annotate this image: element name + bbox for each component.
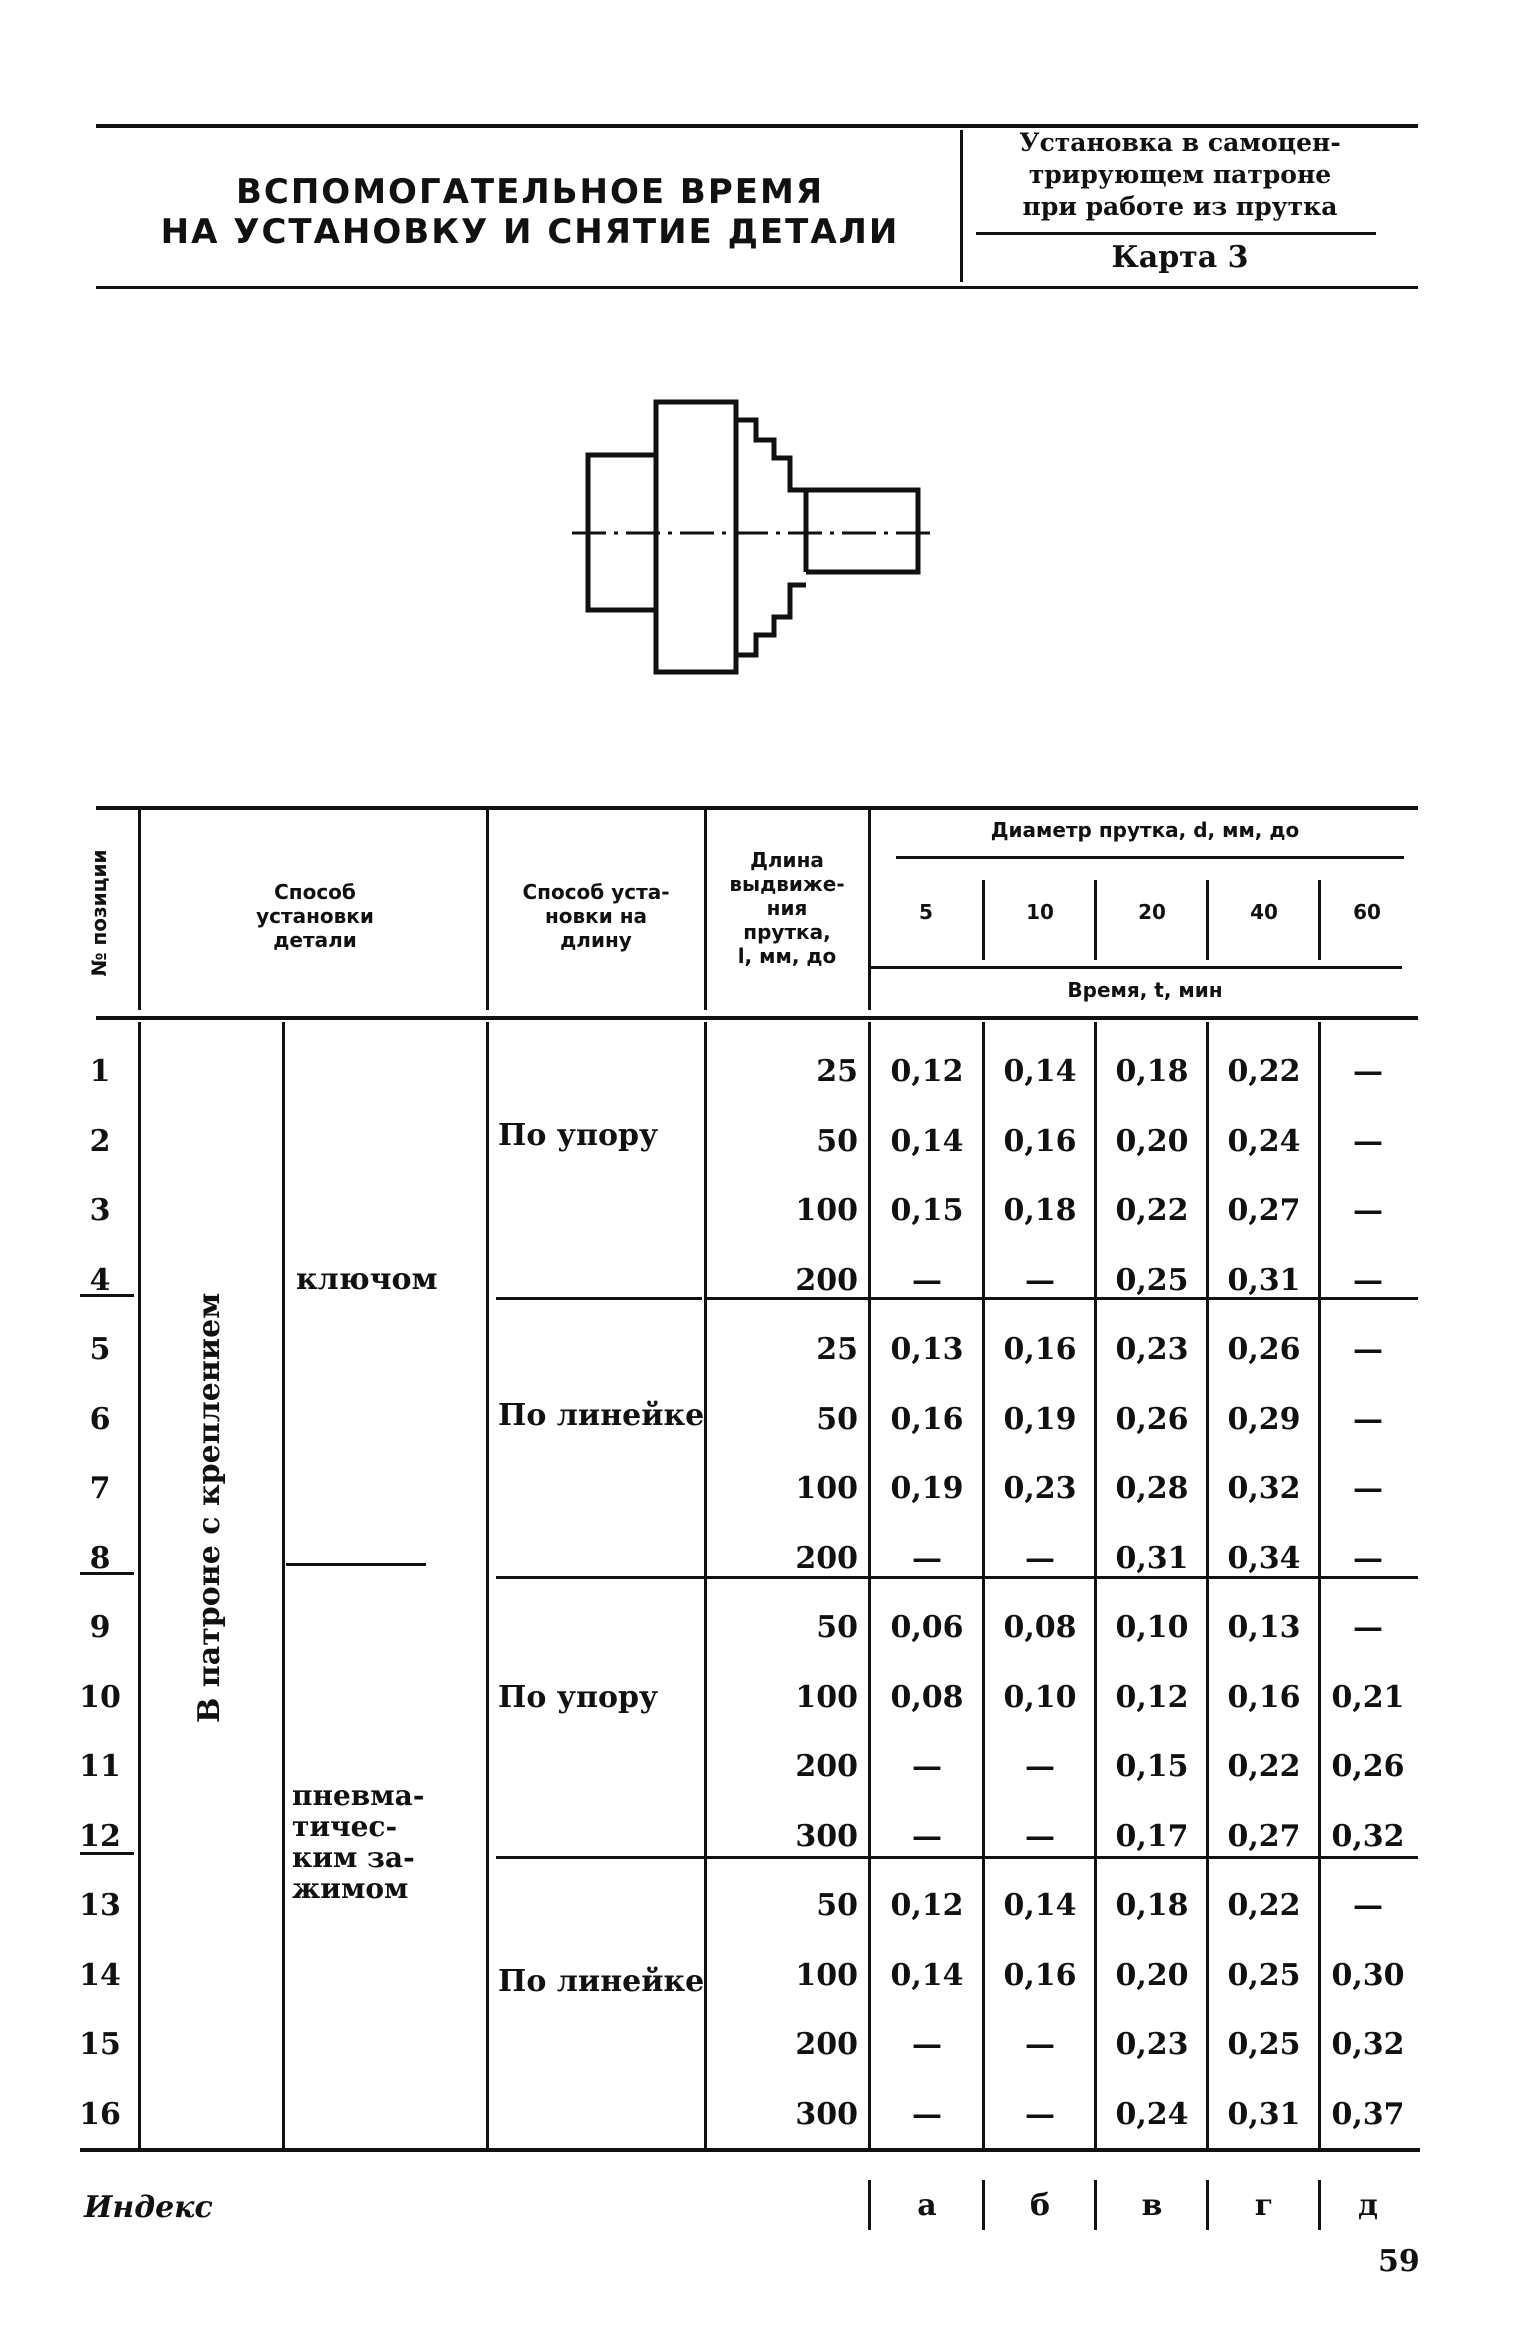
time-cell: — xyxy=(1353,1054,1383,1089)
row-position: 4 xyxy=(89,1262,111,1298)
body-divider-pos xyxy=(138,1022,141,2148)
time-cell: 0,10 xyxy=(1115,1610,1189,1645)
method-header-l2: установки xyxy=(256,904,374,928)
time-cell: 0,08 xyxy=(890,1679,964,1715)
table-top-rule xyxy=(96,806,1418,810)
row-position: 7 xyxy=(89,1471,111,1506)
time-cell: 0,31 xyxy=(1115,1540,1189,1576)
body-divider-col-2 xyxy=(1206,1022,1209,2148)
time-cell: 0,14 xyxy=(890,1123,964,1159)
time-cell: 0,31 xyxy=(1227,2096,1301,2132)
row-position: 6 xyxy=(89,1401,111,1437)
time-cell: 0,27 xyxy=(1227,1193,1301,1228)
time-cell: 0,16 xyxy=(1227,1679,1301,1715)
length-method-header-l1: Способ уста- xyxy=(522,880,670,904)
method-main-label: В патроне с креплением xyxy=(192,1292,227,1723)
row-length: 25 xyxy=(816,1054,858,1089)
time-cell: 0,32 xyxy=(1331,2027,1405,2062)
time-cell: 0,20 xyxy=(1115,1123,1189,1159)
time-cell: — xyxy=(1025,2027,1055,2062)
row-position: 9 xyxy=(89,1610,111,1645)
group-rule-1 xyxy=(496,1297,702,1300)
length-ruler-label-2: По линейке xyxy=(498,1964,705,1999)
diameter-40: 40 xyxy=(1250,900,1278,924)
index-divider xyxy=(1206,2180,1209,2230)
row-length: 200 xyxy=(795,2027,858,2062)
time-cell: — xyxy=(912,1818,942,1854)
time-cell: 0,17 xyxy=(1115,1818,1189,1854)
time-cell: 0,28 xyxy=(1115,1471,1189,1506)
time-cell: 0,18 xyxy=(1115,1054,1189,1089)
body-divider-col-0 xyxy=(982,1022,985,2148)
index-cell: г xyxy=(1254,2188,1274,2223)
time-cell: 0,29 xyxy=(1227,1401,1301,1437)
time-cell: — xyxy=(1353,1471,1383,1506)
time-cell: 0,14 xyxy=(1003,1888,1077,1923)
row-length: 50 xyxy=(816,1401,858,1437)
time-cell: 0,23 xyxy=(1115,2027,1189,2062)
length-stop-label-2: По упору xyxy=(498,1680,659,1715)
time-cell: 0,24 xyxy=(1227,1123,1301,1159)
page-title-line2: НА УСТАНОВКУ И СНЯТИЕ ДЕТАЛИ xyxy=(160,212,900,252)
extension-header-l1: Длина xyxy=(750,848,824,872)
diameter-rule xyxy=(896,856,1404,859)
index-divider xyxy=(868,2180,871,2230)
hdr-divider-8 xyxy=(1318,880,1321,960)
body-divider-length-method xyxy=(486,1022,489,2148)
time-cell: 0,15 xyxy=(890,1193,964,1228)
time-cell: 0,19 xyxy=(890,1471,964,1506)
extension-header-l4: прутка, xyxy=(743,920,831,944)
time-cell: 0,30 xyxy=(1331,1957,1405,1993)
time-cell: 0,25 xyxy=(1227,1957,1301,1993)
header-divider xyxy=(960,130,963,282)
hdr-divider-1 xyxy=(138,810,141,1010)
time-cell: 0,15 xyxy=(1115,1749,1189,1784)
card-number: Карта 3 xyxy=(1111,240,1249,275)
row-position: 3 xyxy=(89,1193,111,1228)
column-extension-header xyxy=(708,848,866,968)
row-length: 300 xyxy=(795,2096,858,2132)
row-position: 5 xyxy=(89,1332,111,1367)
time-cell: 0,24 xyxy=(1115,2096,1189,2132)
time-cell: 0,20 xyxy=(1115,1957,1189,1993)
column-method-header xyxy=(150,880,480,952)
index-cell: в xyxy=(1141,2188,1163,2223)
time-cell: 0,22 xyxy=(1227,1888,1301,1923)
row-length: 100 xyxy=(795,1193,858,1228)
row-length: 200 xyxy=(795,1540,858,1576)
time-cell: 0,19 xyxy=(1003,1401,1077,1437)
length-ruler-label-1: По линейке xyxy=(498,1398,705,1433)
row-position: 16 xyxy=(79,2096,121,2132)
row-position: 11 xyxy=(79,1749,121,1784)
time-cell: — xyxy=(1025,1818,1055,1854)
body-divider-extension xyxy=(704,1022,707,2148)
time-cell: — xyxy=(1353,1401,1383,1437)
time-header: Время, t, мин xyxy=(1067,978,1223,1002)
time-cell: — xyxy=(1353,1332,1383,1367)
time-cell: 0,22 xyxy=(1227,1054,1301,1089)
row-length: 25 xyxy=(816,1332,858,1367)
time-cell: 0,26 xyxy=(1331,1749,1405,1784)
hdr-divider-2 xyxy=(486,810,489,1010)
time-cell: 0,26 xyxy=(1115,1401,1189,1437)
time-cell: 0,27 xyxy=(1227,1818,1301,1854)
time-cell: — xyxy=(1353,1888,1383,1923)
time-cell: 0,23 xyxy=(1003,1471,1077,1506)
time-rule xyxy=(870,966,1402,969)
row-position: 13 xyxy=(79,1888,121,1923)
diameter-5: 5 xyxy=(919,900,933,924)
method-split-rule xyxy=(286,1563,426,1566)
body-divider-col-a xyxy=(868,1022,871,2148)
column-position-header: № позиции xyxy=(87,849,111,977)
length-method-header-l2: новки на xyxy=(544,904,648,928)
pneumatic-l1: пневма- xyxy=(292,1779,425,1812)
time-cell: 0,18 xyxy=(1003,1193,1077,1228)
method-pneumatic-label xyxy=(292,1780,424,1904)
diameter-header: Диаметр прутка, d, мм, до xyxy=(990,818,1300,842)
hdr-divider-6 xyxy=(1094,880,1097,960)
time-cell: — xyxy=(1025,2096,1055,2132)
extension-header-l2: выдвиже- xyxy=(729,872,845,896)
time-cell: 0,25 xyxy=(1115,1262,1189,1298)
page-number: 59 xyxy=(1378,2244,1420,2279)
extension-header-l3: ния xyxy=(766,896,808,920)
row-position: 12 xyxy=(79,1818,121,1854)
row-length: 100 xyxy=(795,1679,858,1715)
time-cell: 0,12 xyxy=(1115,1679,1189,1715)
hdr-divider-5 xyxy=(982,880,985,960)
time-cell: 0,18 xyxy=(1115,1888,1189,1923)
time-cell: 0,16 xyxy=(1003,1123,1077,1159)
body-divider-col-3 xyxy=(1318,1022,1321,2148)
index-divider xyxy=(1318,2180,1321,2230)
row-length: 50 xyxy=(816,1123,858,1159)
time-cell: 0,25 xyxy=(1227,2027,1301,2062)
time-cell: 0,12 xyxy=(890,1888,964,1923)
time-cell: — xyxy=(1353,1123,1383,1159)
time-cell: 0,06 xyxy=(890,1610,964,1645)
body-divider-method xyxy=(282,1022,285,2148)
index-divider xyxy=(1094,2180,1097,2230)
index-cell: а xyxy=(917,2188,937,2223)
header-bottom-rule xyxy=(96,286,1418,289)
time-cell: 0,32 xyxy=(1331,1818,1405,1854)
time-cell: 0,23 xyxy=(1115,1332,1189,1367)
row-length: 200 xyxy=(795,1749,858,1784)
index-cell: б xyxy=(1029,2188,1050,2223)
diameter-20: 20 xyxy=(1138,900,1166,924)
diameter-10: 10 xyxy=(1026,900,1054,924)
method-key-label: ключом xyxy=(296,1262,438,1297)
time-cell: — xyxy=(912,2027,942,2062)
time-cell: 0,10 xyxy=(1003,1679,1077,1715)
time-cell: — xyxy=(912,1540,942,1576)
table-header-bottom-rule xyxy=(96,1016,1418,1020)
pneumatic-l3: ким за- xyxy=(292,1841,415,1874)
time-cell: — xyxy=(912,1749,942,1784)
time-cell: 0,14 xyxy=(890,1957,964,1993)
row-length: 50 xyxy=(816,1888,858,1923)
hdr-divider-4 xyxy=(868,810,871,1010)
row-length: 200 xyxy=(795,1262,858,1298)
time-cell: 0,22 xyxy=(1227,1749,1301,1784)
time-cell: 0,21 xyxy=(1331,1679,1405,1715)
index-cell: д xyxy=(1358,2188,1378,2223)
time-cell: 0,34 xyxy=(1227,1540,1301,1576)
method-header-l1: Способ xyxy=(274,880,356,904)
page-title-line1: ВСПОМОГАТЕЛЬНОЕ ВРЕМЯ xyxy=(235,172,824,212)
time-cell: — xyxy=(1353,1610,1383,1645)
table-bottom-rule xyxy=(80,2148,1420,2152)
time-cell: 0,31 xyxy=(1227,1262,1301,1298)
subtitle-line3: при работе из прутка xyxy=(1022,192,1338,221)
time-cell: — xyxy=(1025,1262,1055,1298)
subtitle-line2: трирующем патроне xyxy=(1028,160,1332,189)
row-position: 1 xyxy=(89,1054,111,1089)
chuck-drawing xyxy=(560,390,940,680)
time-cell: 0,32 xyxy=(1227,1471,1301,1506)
time-cell: 0,13 xyxy=(1227,1610,1301,1645)
time-cell: — xyxy=(1025,1540,1055,1576)
time-cell: — xyxy=(1353,1262,1383,1298)
body-divider-col-1 xyxy=(1094,1022,1097,2148)
index-divider xyxy=(982,2180,985,2230)
row-position: 8 xyxy=(89,1540,111,1576)
row-position: 14 xyxy=(79,1957,121,1993)
time-cell: 0,14 xyxy=(1003,1054,1077,1089)
row-length: 50 xyxy=(816,1610,858,1645)
time-cell: — xyxy=(912,1262,942,1298)
pneumatic-l2: тичес- xyxy=(292,1810,398,1843)
length-stop-label-1: По упору xyxy=(498,1118,659,1153)
index-label: Индекс xyxy=(84,2190,213,2225)
row-length: 100 xyxy=(795,1957,858,1993)
row-length: 300 xyxy=(795,1818,858,1854)
time-cell: — xyxy=(1353,1193,1383,1228)
row-position: 2 xyxy=(89,1123,111,1159)
pneumatic-l4: жимом xyxy=(292,1872,409,1905)
hdr-divider-3 xyxy=(704,810,707,1010)
extension-header-l5: l, мм, до xyxy=(737,944,837,968)
time-cell: 0,13 xyxy=(890,1332,964,1367)
time-cell: 0,22 xyxy=(1115,1193,1189,1228)
time-cell: 0,37 xyxy=(1331,2096,1405,2132)
time-cell: 0,08 xyxy=(1003,1610,1077,1645)
time-cell: 0,16 xyxy=(890,1401,964,1437)
subtitle-line1: Установка в самоцен- xyxy=(1019,128,1341,157)
diameter-60: 60 xyxy=(1353,900,1381,924)
hdr-divider-7 xyxy=(1206,880,1209,960)
time-cell: — xyxy=(1025,1749,1055,1784)
row-position: 15 xyxy=(79,2027,121,2062)
time-cell: 0,16 xyxy=(1003,1957,1077,1993)
time-cell: 0,12 xyxy=(890,1054,964,1089)
time-cell: — xyxy=(1353,1540,1383,1576)
time-cell: 0,26 xyxy=(1227,1332,1301,1367)
subtitle-rule xyxy=(976,232,1376,235)
method-header-l3: детали xyxy=(273,928,357,952)
row-position: 10 xyxy=(79,1679,121,1715)
row-length: 100 xyxy=(795,1471,858,1506)
time-cell: — xyxy=(912,2096,942,2132)
column-length-method-header xyxy=(490,880,702,952)
length-method-header-l3: длину xyxy=(560,928,632,952)
time-cell: 0,16 xyxy=(1003,1332,1077,1367)
